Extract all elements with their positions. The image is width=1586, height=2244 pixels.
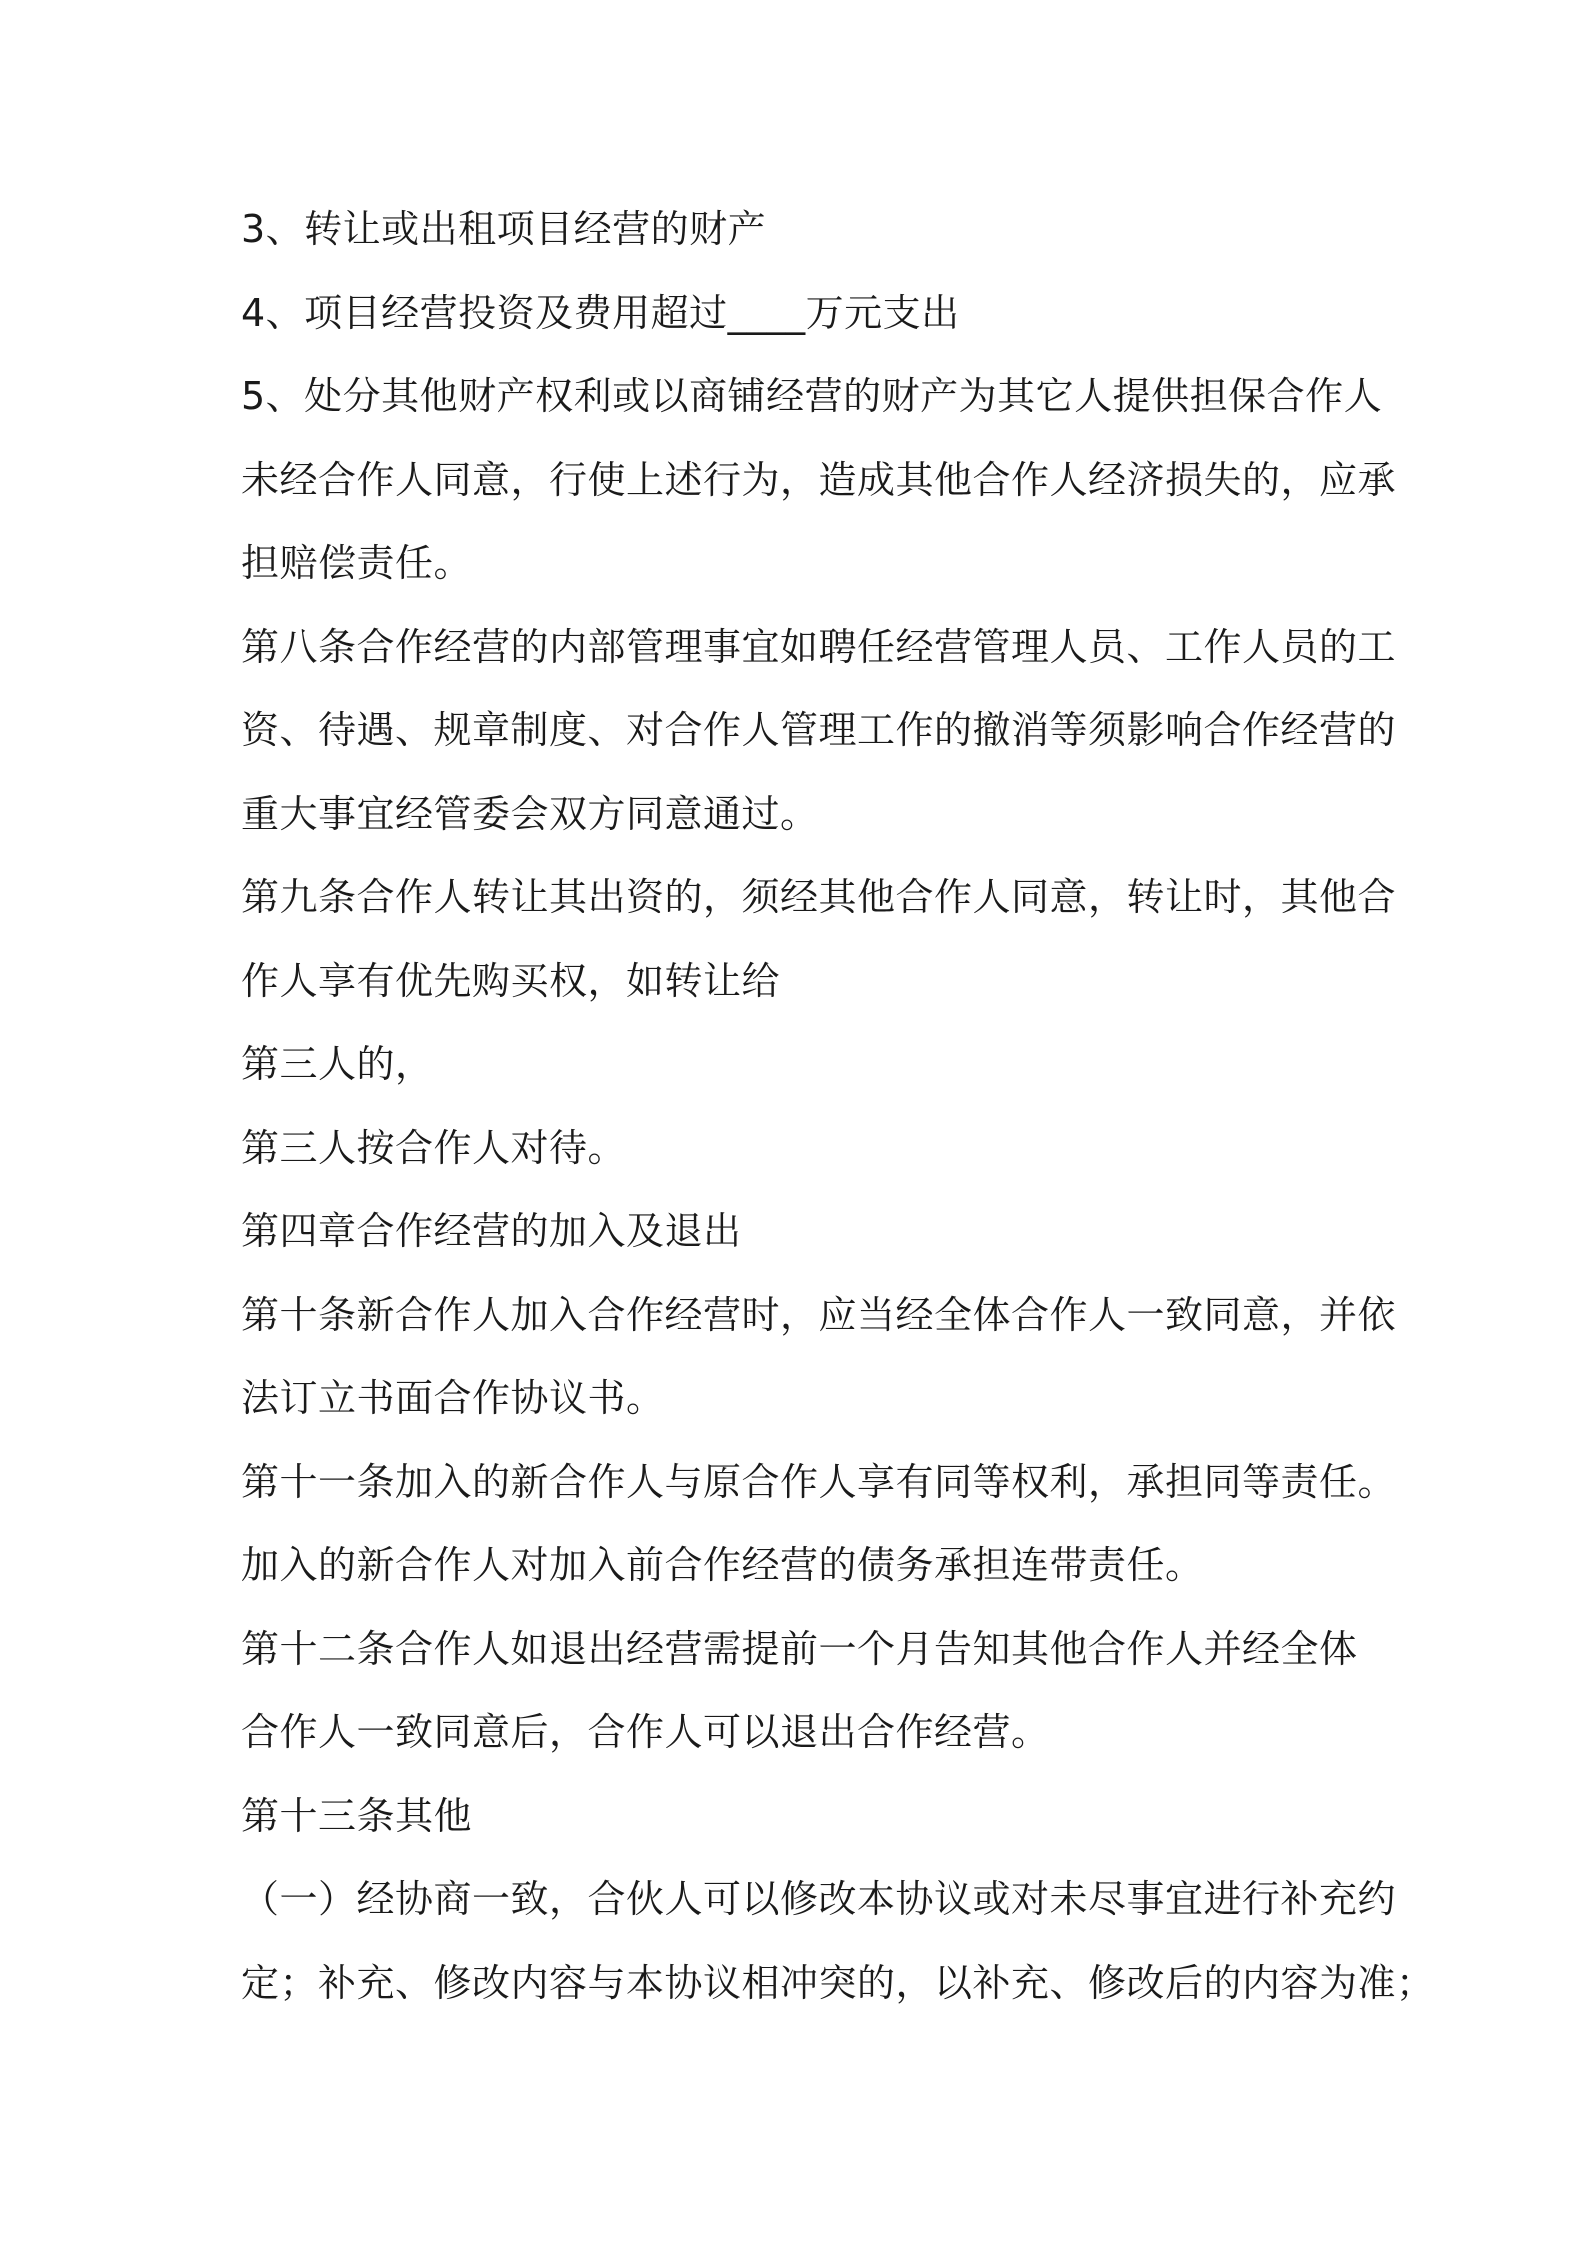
text-line: 担赔偿责任。 xyxy=(241,541,473,585)
text-line: 5、处分其他财产权利或以商铺经营的财产为其它人提供担保合作人 xyxy=(241,374,1383,418)
text-line: 资、待遇、规章制度、对合作人管理工作的撤消等须影响合作经营的 xyxy=(241,708,1397,752)
text-line: 重大事宜经管委会双方同意通过。 xyxy=(241,792,819,836)
text-line: 定；补充、修改内容与本协议相冲突的，以补充、修改后的内容为准； xyxy=(241,1961,1435,2005)
text-line: 第三人按合作人对待。 xyxy=(241,1126,627,1170)
text-line: 第九条合作人转让其出资的，须经其他合作人同意，转让时，其他合 xyxy=(241,875,1397,919)
text-line: 第十二条合作人如退出经营需提前一个月告知其他合作人并经全体 xyxy=(241,1627,1358,1671)
text-line: 作人享有优先购买权，如转让给 xyxy=(241,959,781,1003)
text-line: 法订立书面合作协议书。 xyxy=(241,1376,665,1420)
text-line: 第三人的， xyxy=(241,1042,434,1086)
text-line: （一）经协商一致，合伙人可以修改本协议或对未尽事宜进行补充约 xyxy=(241,1877,1397,1921)
text-line: 加入的新合作人对加入前合作经营的债务承担连带责任。 xyxy=(241,1543,1204,1587)
text-line: 第八条合作经营的内部管理事宜如聘任经营管理人员、工作人员的工 xyxy=(241,625,1397,669)
text-line: 4、项目经营投资及费用超过____万元支出 xyxy=(241,291,960,335)
text-line: 第十条新合作人加入合作经营时，应当经全体合作人一致同意，并依 xyxy=(241,1293,1397,1337)
text-line: 未经合作人同意，行使上述行为，造成其他合作人经济损失的，应承 xyxy=(241,458,1397,502)
text-line: 第十三条其他 xyxy=(241,1794,473,1838)
text-line: 合作人一致同意后，合作人可以退出合作经营。 xyxy=(241,1710,1050,1754)
text-line: 3、转让或出租项目经营的财产 xyxy=(241,207,767,251)
text-line: 第十一条加入的新合作人与原合作人享有同等权利，承担同等责任。 xyxy=(241,1460,1397,1504)
chapter-heading: 第四章合作经营的加入及退出 xyxy=(241,1209,742,1253)
